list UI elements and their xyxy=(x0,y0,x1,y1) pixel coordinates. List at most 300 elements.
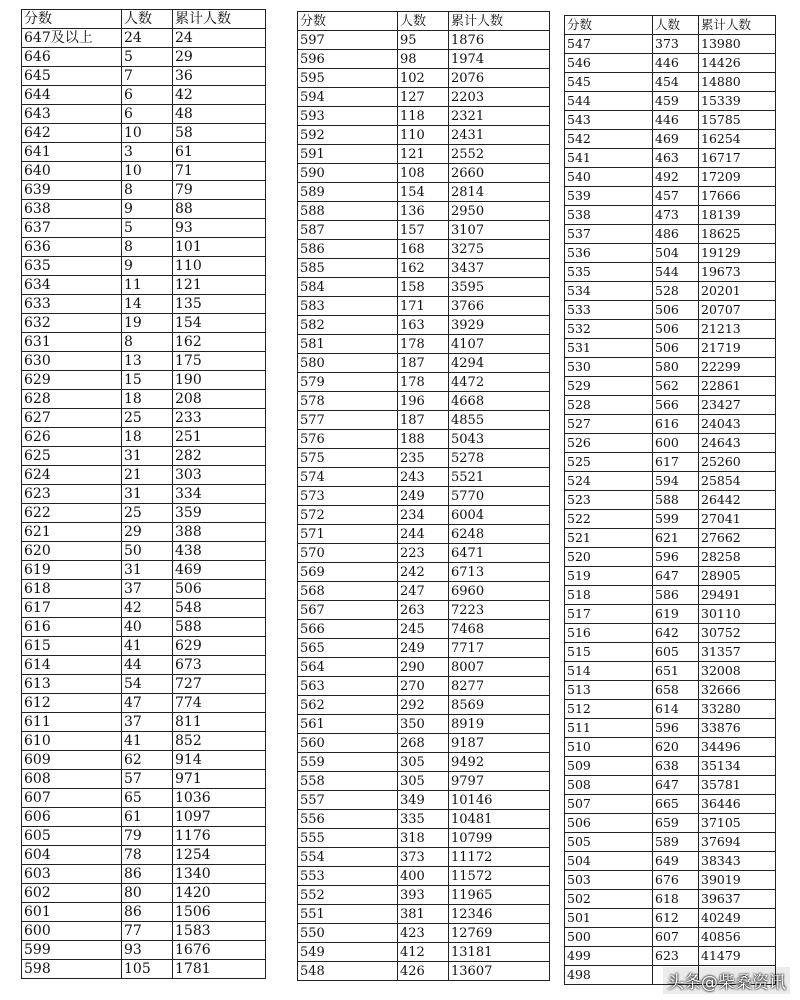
count-cell: 305 xyxy=(398,753,449,772)
cumulative-cell: 334 xyxy=(173,485,266,504)
score-cell: 647及以上 xyxy=(22,29,122,48)
score-cell: 560 xyxy=(298,734,398,753)
cumulative-cell: 13607 xyxy=(449,962,550,981)
score-cell: 633 xyxy=(22,295,122,314)
count-cell: 247 xyxy=(398,582,449,601)
count-cell: 187 xyxy=(398,411,449,430)
table-row xyxy=(22,314,266,333)
score-cell: 570 xyxy=(298,544,398,563)
table-row xyxy=(565,54,776,73)
score-cell: 547 xyxy=(565,35,653,54)
score-cell: 607 xyxy=(22,789,122,808)
cumulative-cell: 5770 xyxy=(449,487,550,506)
cumulative-cell: 9187 xyxy=(449,734,550,753)
count-cell: 223 xyxy=(398,544,449,563)
count-cell: 136 xyxy=(398,202,449,221)
cumulative-cell: 19129 xyxy=(699,244,776,263)
table-row xyxy=(298,867,550,886)
cumulative-cell: 388 xyxy=(173,523,266,542)
cumulative-cell: 1781 xyxy=(173,960,266,979)
score-cell: 610 xyxy=(22,732,122,751)
table-row xyxy=(22,371,266,390)
table-row xyxy=(565,567,776,586)
count-cell: 446 xyxy=(653,54,699,73)
count-cell: 618 xyxy=(653,890,699,909)
score-cell: 634 xyxy=(22,276,122,295)
table-row xyxy=(22,29,266,48)
count-cell: 31 xyxy=(122,485,173,504)
count-cell: 80 xyxy=(122,884,173,903)
table-row xyxy=(298,620,550,639)
cumulative-cell: 1676 xyxy=(173,941,266,960)
score-cell: 551 xyxy=(298,905,398,924)
score-cell: 556 xyxy=(298,810,398,829)
count-cell: 647 xyxy=(653,776,699,795)
score-cell: 629 xyxy=(22,371,122,390)
table-row xyxy=(565,681,776,700)
count-cell: 86 xyxy=(122,903,173,922)
score-cell: 598 xyxy=(22,960,122,979)
cumulative-cell: 162 xyxy=(173,333,266,352)
count-cell: 506 xyxy=(653,339,699,358)
cumulative-cell: 506 xyxy=(173,580,266,599)
score-cell: 508 xyxy=(565,776,653,795)
count-cell: 459 xyxy=(653,92,699,111)
cumulative-cell: 469 xyxy=(173,561,266,580)
cumulative-cell: 79 xyxy=(173,181,266,200)
count-cell: 40 xyxy=(122,618,173,637)
table-row xyxy=(298,449,550,468)
table-row xyxy=(298,88,550,107)
table-row xyxy=(565,130,776,149)
cumulative-cell: 4294 xyxy=(449,354,550,373)
score-cell: 591 xyxy=(298,145,398,164)
count-cell: 102 xyxy=(398,69,449,88)
cumulative-cell: 303 xyxy=(173,466,266,485)
score-cell: 554 xyxy=(298,848,398,867)
score-cell: 621 xyxy=(22,523,122,542)
count-cell: 651 xyxy=(653,662,699,681)
count-cell: 57 xyxy=(122,770,173,789)
count-cell: 188 xyxy=(398,430,449,449)
count-cell: 659 xyxy=(653,814,699,833)
count-cell: 620 xyxy=(653,738,699,757)
table-row xyxy=(298,734,550,753)
score-cell: 594 xyxy=(298,88,398,107)
cumulative-cell: 1254 xyxy=(173,846,266,865)
count-cell: 649 xyxy=(653,852,699,871)
cumulative-cell: 24 xyxy=(173,29,266,48)
table-row xyxy=(298,354,550,373)
table-row xyxy=(22,580,266,599)
table-row xyxy=(298,468,550,487)
score-cell: 597 xyxy=(298,31,398,50)
count-cell: 290 xyxy=(398,658,449,677)
count-cell: 78 xyxy=(122,846,173,865)
score-cell: 637 xyxy=(22,219,122,238)
table-row xyxy=(22,504,266,523)
table-row xyxy=(565,472,776,491)
score-cell: 604 xyxy=(22,846,122,865)
score-cell: 534 xyxy=(565,282,653,301)
header-cumulative: 累计人数 xyxy=(699,16,776,35)
table-row xyxy=(565,339,776,358)
score-cell: 609 xyxy=(22,751,122,770)
count-cell: 463 xyxy=(653,149,699,168)
count-cell: 18 xyxy=(122,390,173,409)
cumulative-cell: 438 xyxy=(173,542,266,561)
score-cell: 575 xyxy=(298,449,398,468)
cumulative-cell: 21719 xyxy=(699,339,776,358)
score-cell: 513 xyxy=(565,681,653,700)
header-count: 人数 xyxy=(398,12,449,31)
cumulative-cell: 17209 xyxy=(699,168,776,187)
table-row xyxy=(22,352,266,371)
cumulative-cell: 26442 xyxy=(699,491,776,510)
table-row xyxy=(298,202,550,221)
score-cell: 540 xyxy=(565,168,653,187)
table-row xyxy=(298,962,550,981)
cumulative-cell: 208 xyxy=(173,390,266,409)
cumulative-cell: 1176 xyxy=(173,827,266,846)
cumulative-cell: 61 xyxy=(173,143,266,162)
cumulative-cell: 175 xyxy=(173,352,266,371)
count-cell: 349 xyxy=(398,791,449,810)
score-cell: 558 xyxy=(298,772,398,791)
cumulative-cell: 4855 xyxy=(449,411,550,430)
cumulative-cell: 6713 xyxy=(449,563,550,582)
score-cell: 617 xyxy=(22,599,122,618)
cumulative-cell: 7223 xyxy=(449,601,550,620)
cumulative-cell: 40856 xyxy=(699,928,776,947)
cumulative-cell: 5043 xyxy=(449,430,550,449)
score-cell: 616 xyxy=(22,618,122,637)
score-cell: 539 xyxy=(565,187,653,206)
cumulative-cell: 27041 xyxy=(699,510,776,529)
cumulative-cell: 7468 xyxy=(449,620,550,639)
count-cell: 492 xyxy=(653,168,699,187)
count-cell: 8 xyxy=(122,333,173,352)
score-cell: 605 xyxy=(22,827,122,846)
score-cell: 530 xyxy=(565,358,653,377)
score-cell: 578 xyxy=(298,392,398,411)
table-row xyxy=(298,696,550,715)
count-cell: 446 xyxy=(653,111,699,130)
cumulative-cell: 39019 xyxy=(699,871,776,890)
score-cell: 520 xyxy=(565,548,653,567)
count-cell: 607 xyxy=(653,928,699,947)
cumulative-cell: 2950 xyxy=(449,202,550,221)
score-cell: 536 xyxy=(565,244,653,263)
cumulative-cell: 8569 xyxy=(449,696,550,715)
count-cell: 31 xyxy=(122,561,173,580)
cumulative-cell: 10799 xyxy=(449,829,550,848)
cumulative-cell: 14426 xyxy=(699,54,776,73)
cumulative-cell: 22299 xyxy=(699,358,776,377)
table-row xyxy=(22,846,266,865)
cumulative-cell: 1340 xyxy=(173,865,266,884)
count-cell: 168 xyxy=(398,240,449,259)
cumulative-cell: 48 xyxy=(173,105,266,124)
count-cell: 665 xyxy=(653,795,699,814)
count-cell: 614 xyxy=(653,700,699,719)
table-row xyxy=(22,751,266,770)
table-row xyxy=(22,618,266,637)
table-row xyxy=(22,561,266,580)
score-cell: 527 xyxy=(565,415,653,434)
count-cell: 8 xyxy=(122,238,173,257)
count-cell: 31 xyxy=(122,447,173,466)
cumulative-cell: 24643 xyxy=(699,434,776,453)
score-cell: 595 xyxy=(298,69,398,88)
table-row xyxy=(298,905,550,924)
score-cell: 589 xyxy=(298,183,398,202)
score-cell: 593 xyxy=(298,107,398,126)
count-cell: 7 xyxy=(122,67,173,86)
cumulative-cell: 88 xyxy=(173,200,266,219)
count-cell: 41 xyxy=(122,637,173,656)
table-row xyxy=(565,225,776,244)
score-cell: 620 xyxy=(22,542,122,561)
score-cell: 562 xyxy=(298,696,398,715)
cumulative-cell: 10146 xyxy=(449,791,550,810)
count-cell: 605 xyxy=(653,643,699,662)
count-cell: 647 xyxy=(653,567,699,586)
table-row xyxy=(565,871,776,890)
table-row xyxy=(22,599,266,618)
cumulative-cell: 37105 xyxy=(699,814,776,833)
table-row xyxy=(298,582,550,601)
count-cell: 544 xyxy=(653,263,699,282)
table-row xyxy=(565,947,776,966)
count-cell: 10 xyxy=(122,162,173,181)
cumulative-cell: 24043 xyxy=(699,415,776,434)
count-cell: 400 xyxy=(398,867,449,886)
score-cell: 514 xyxy=(565,662,653,681)
cumulative-cell: 18139 xyxy=(699,206,776,225)
table-row xyxy=(565,510,776,529)
score-cell: 585 xyxy=(298,259,398,278)
score-cell: 613 xyxy=(22,675,122,694)
table-row xyxy=(22,732,266,751)
table-row xyxy=(298,297,550,316)
score-cell: 503 xyxy=(565,871,653,890)
cumulative-cell: 6471 xyxy=(449,544,550,563)
count-cell: 178 xyxy=(398,335,449,354)
score-cell: 500 xyxy=(565,928,653,947)
score-cell: 548 xyxy=(298,962,398,981)
table-row xyxy=(22,960,266,979)
count-cell: 178 xyxy=(398,373,449,392)
table-row xyxy=(22,181,266,200)
count-cell: 623 xyxy=(653,947,699,966)
cumulative-cell: 22861 xyxy=(699,377,776,396)
cumulative-cell: 1876 xyxy=(449,31,550,50)
score-cell: 631 xyxy=(22,333,122,352)
header-row xyxy=(22,10,266,29)
table-row xyxy=(22,409,266,428)
count-cell: 658 xyxy=(653,681,699,700)
score-cell: 510 xyxy=(565,738,653,757)
cumulative-cell: 251 xyxy=(173,428,266,447)
table-row xyxy=(22,485,266,504)
cumulative-cell: 121 xyxy=(173,276,266,295)
count-cell: 619 xyxy=(653,605,699,624)
count-cell: 594 xyxy=(653,472,699,491)
table-row xyxy=(565,263,776,282)
score-cell: 580 xyxy=(298,354,398,373)
cumulative-cell: 135 xyxy=(173,295,266,314)
count-cell: 373 xyxy=(653,35,699,54)
table-row xyxy=(565,244,776,263)
score-cell: 537 xyxy=(565,225,653,244)
cumulative-cell: 727 xyxy=(173,675,266,694)
table-row xyxy=(298,715,550,734)
count-cell: 473 xyxy=(653,206,699,225)
cumulative-cell: 42 xyxy=(173,86,266,105)
cumulative-cell: 15339 xyxy=(699,92,776,111)
score-cell: 572 xyxy=(298,506,398,525)
table-row xyxy=(22,694,266,713)
score-cell: 550 xyxy=(298,924,398,943)
score-cell: 526 xyxy=(565,434,653,453)
score-cell: 627 xyxy=(22,409,122,428)
cumulative-cell: 971 xyxy=(173,770,266,789)
count-cell: 42 xyxy=(122,599,173,618)
count-cell: 566 xyxy=(653,396,699,415)
table-row xyxy=(565,833,776,852)
cumulative-cell: 852 xyxy=(173,732,266,751)
score-cell: 587 xyxy=(298,221,398,240)
table-row xyxy=(298,601,550,620)
score-cell: 630 xyxy=(22,352,122,371)
table-row xyxy=(22,219,266,238)
table-row xyxy=(298,430,550,449)
table-row xyxy=(565,909,776,928)
table-row xyxy=(22,86,266,105)
cumulative-cell: 16717 xyxy=(699,149,776,168)
score-cell: 561 xyxy=(298,715,398,734)
table-row xyxy=(22,542,266,561)
count-cell: 454 xyxy=(653,73,699,92)
header-score: 分数 xyxy=(22,10,122,29)
table-row xyxy=(565,662,776,681)
cumulative-cell: 20707 xyxy=(699,301,776,320)
count-cell: 6 xyxy=(122,105,173,124)
count-cell: 586 xyxy=(653,586,699,605)
count-cell: 292 xyxy=(398,696,449,715)
table-row xyxy=(298,240,550,259)
table-row xyxy=(298,525,550,544)
cumulative-cell: 2814 xyxy=(449,183,550,202)
count-cell: 243 xyxy=(398,468,449,487)
cumulative-cell: 30752 xyxy=(699,624,776,643)
table-row xyxy=(22,48,266,67)
count-cell: 61 xyxy=(122,808,173,827)
count-cell: 3 xyxy=(122,143,173,162)
table-row xyxy=(298,487,550,506)
score-cell: 645 xyxy=(22,67,122,86)
count-cell: 24 xyxy=(122,29,173,48)
score-cell: 517 xyxy=(565,605,653,624)
cumulative-cell: 21213 xyxy=(699,320,776,339)
score-cell: 599 xyxy=(22,941,122,960)
table-row xyxy=(298,31,550,50)
table-row xyxy=(298,639,550,658)
score-cell: 559 xyxy=(298,753,398,772)
table-row xyxy=(565,738,776,757)
count-cell: 196 xyxy=(398,392,449,411)
count-cell: 263 xyxy=(398,601,449,620)
cumulative-cell: 8277 xyxy=(449,677,550,696)
cumulative-cell: 2203 xyxy=(449,88,550,107)
count-cell: 11 xyxy=(122,276,173,295)
table-row xyxy=(22,143,266,162)
table-row xyxy=(565,643,776,662)
cumulative-cell: 1097 xyxy=(173,808,266,827)
score-cell: 600 xyxy=(22,922,122,941)
cumulative-cell: 190 xyxy=(173,371,266,390)
table-row xyxy=(565,928,776,947)
table-row xyxy=(565,320,776,339)
count-cell: 642 xyxy=(653,624,699,643)
cumulative-cell: 1420 xyxy=(173,884,266,903)
table-row xyxy=(565,795,776,814)
count-cell: 162 xyxy=(398,259,449,278)
score-cell: 555 xyxy=(298,829,398,848)
watermark: 头条@柴桑资讯 xyxy=(663,967,790,994)
score-cell: 521 xyxy=(565,529,653,548)
table-row xyxy=(298,335,550,354)
cumulative-cell: 811 xyxy=(173,713,266,732)
cumulative-cell: 13181 xyxy=(449,943,550,962)
score-cell: 507 xyxy=(565,795,653,814)
table-row xyxy=(565,776,776,795)
score-cell: 596 xyxy=(298,50,398,69)
score-cell: 628 xyxy=(22,390,122,409)
cumulative-cell: 4472 xyxy=(449,373,550,392)
score-cell: 505 xyxy=(565,833,653,852)
table-row xyxy=(298,164,550,183)
score-table-2 xyxy=(297,11,550,981)
cumulative-cell: 1974 xyxy=(449,50,550,69)
count-cell: 412 xyxy=(398,943,449,962)
cumulative-cell: 25260 xyxy=(699,453,776,472)
cumulative-cell: 2431 xyxy=(449,126,550,145)
cumulative-cell: 6004 xyxy=(449,506,550,525)
header-count: 人数 xyxy=(653,16,699,35)
score-cell: 563 xyxy=(298,677,398,696)
cumulative-cell: 6960 xyxy=(449,582,550,601)
score-cell: 586 xyxy=(298,240,398,259)
table-row xyxy=(298,886,550,905)
score-cell: 557 xyxy=(298,791,398,810)
cumulative-cell: 2552 xyxy=(449,145,550,164)
table-row xyxy=(298,848,550,867)
cumulative-cell: 548 xyxy=(173,599,266,618)
count-cell: 6 xyxy=(122,86,173,105)
score-cell: 506 xyxy=(565,814,653,833)
count-cell: 588 xyxy=(653,491,699,510)
cumulative-cell: 233 xyxy=(173,409,266,428)
count-cell: 596 xyxy=(653,719,699,738)
table-row xyxy=(565,852,776,871)
cumulative-cell: 18625 xyxy=(699,225,776,244)
cumulative-cell: 58 xyxy=(173,124,266,143)
count-cell: 423 xyxy=(398,924,449,943)
table-row xyxy=(565,814,776,833)
count-cell: 37 xyxy=(122,713,173,732)
